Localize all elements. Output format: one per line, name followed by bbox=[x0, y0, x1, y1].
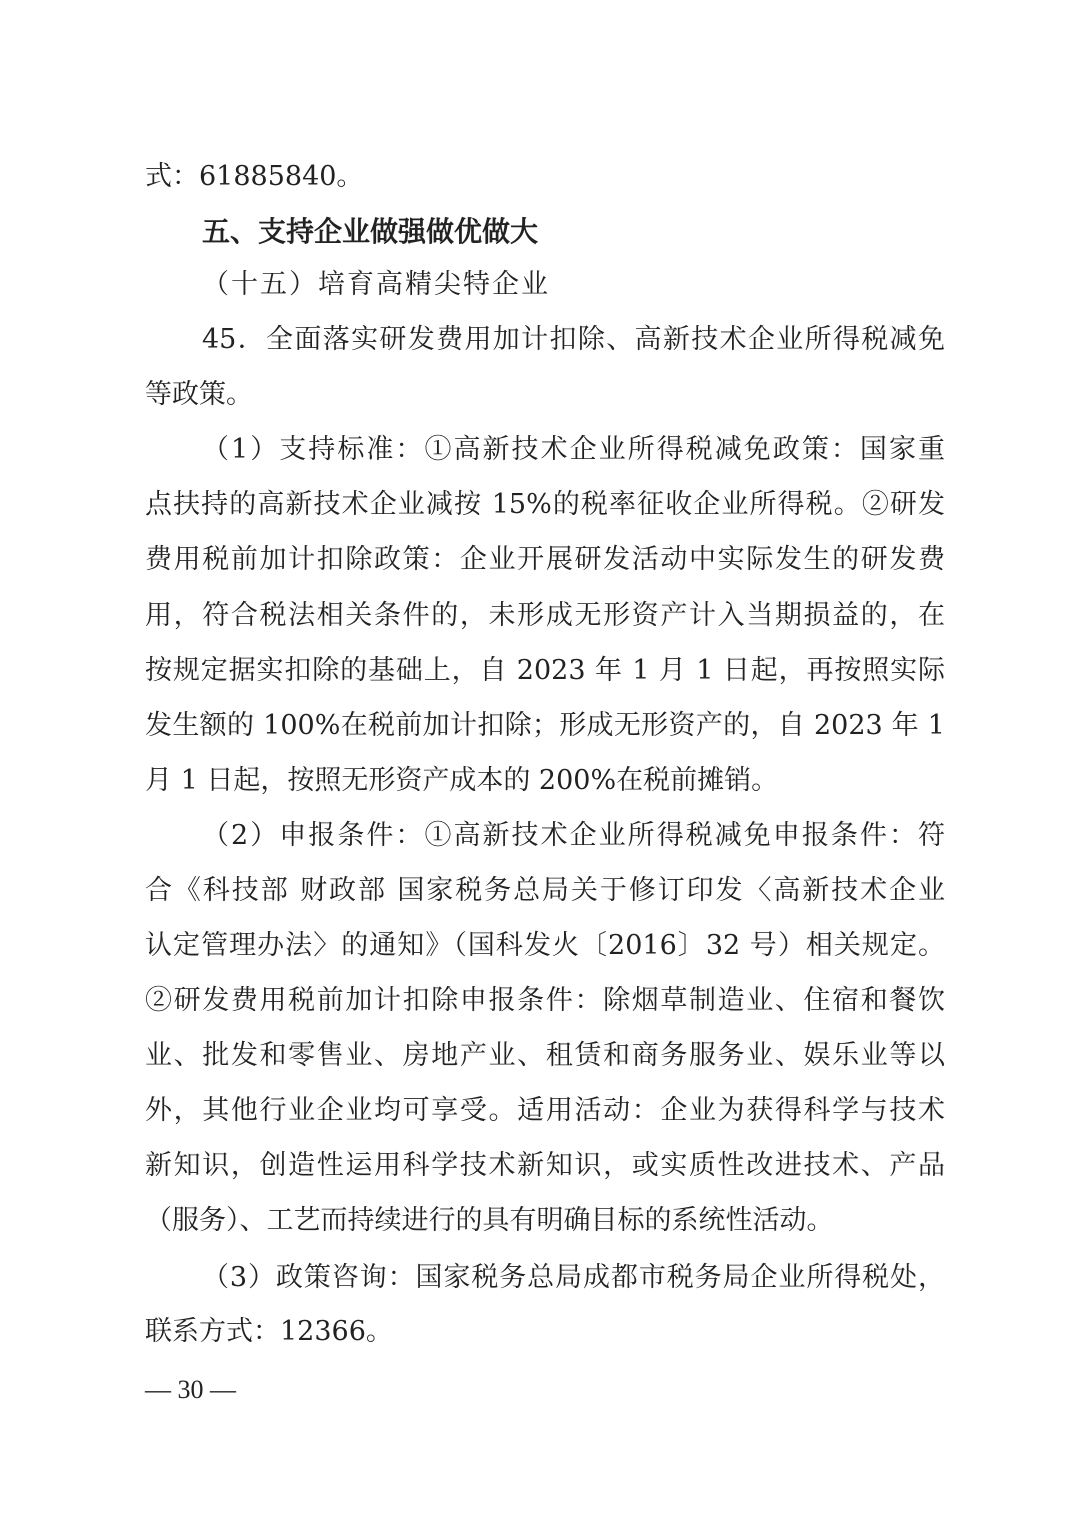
page-number: — 30 — bbox=[145, 1375, 236, 1404]
paragraph-line: 发生额的 100%在税前加计扣除；形成无形资产的，自 2023 年 1 bbox=[145, 710, 945, 741]
paragraph-line: 按规定据实扣除的基础上，自 2023 年 1 月 1 日起，再按照实际 bbox=[145, 655, 945, 686]
paragraph-line: 点扶持的高新技术企业减按 15%的税率征收企业所得税。②研发 bbox=[145, 489, 945, 520]
paragraph-line: 认定管理办法〉的通知》（国科发火〔2016〕32 号）相关规定。 bbox=[145, 930, 945, 961]
paragraph-line: 费用税前加计扣除政策：企业开展研发活动中实际发生的研发费 bbox=[145, 544, 945, 575]
paragraph-line: 合《科技部 财政部 国家税务总局关于修订印发〈高新技术企业 bbox=[145, 875, 945, 906]
paragraph-line: 45．全面落实研发费用加计扣除、高新技术企业所得税减免 bbox=[202, 324, 945, 355]
paragraph-line: 业、批发和零售业、房地产业、租赁和商务服务业、娱乐业等以 bbox=[145, 1040, 945, 1071]
paragraph-line: 外，其他行业企业均可享受。适用活动：企业为获得科学与技术 bbox=[145, 1095, 945, 1126]
subsection-heading: （十五）培育高精尖特企业 bbox=[202, 269, 550, 300]
paragraph-line: 式：61885840。 bbox=[145, 161, 364, 192]
paragraph-line: ②研发费用税前加计扣除申报条件：除烟草制造业、住宿和餐饮 bbox=[145, 985, 945, 1016]
paragraph-line: （3）政策咨询：国家税务总局成都市税务局企业所得税处， bbox=[202, 1262, 945, 1293]
paragraph-line: 新知识，创造性运用科学技术新知识，或实质性改进技术、产品 bbox=[145, 1150, 945, 1181]
paragraph-line: （服务）、工艺而持续进行的具有明确目标的系统性活动。 bbox=[145, 1205, 834, 1236]
paragraph-line: （1）支持标准：①高新技术企业所得税减免政策：国家重 bbox=[202, 434, 945, 465]
paragraph-line: （2）申报条件：①高新技术企业所得税减免申报条件：符 bbox=[202, 820, 945, 851]
paragraph-line: 月 1 日起，按照无形资产成本的 200%在税前摊销。 bbox=[145, 765, 779, 796]
paragraph-line: 用，符合税法相关条件的，未形成无形资产计入当期损益的，在 bbox=[145, 600, 945, 631]
section-heading: 五、支持企业做强做优做大 bbox=[202, 215, 539, 248]
paragraph-line: 联系方式：12366。 bbox=[145, 1316, 393, 1347]
paragraph-line: 等政策。 bbox=[145, 379, 253, 410]
